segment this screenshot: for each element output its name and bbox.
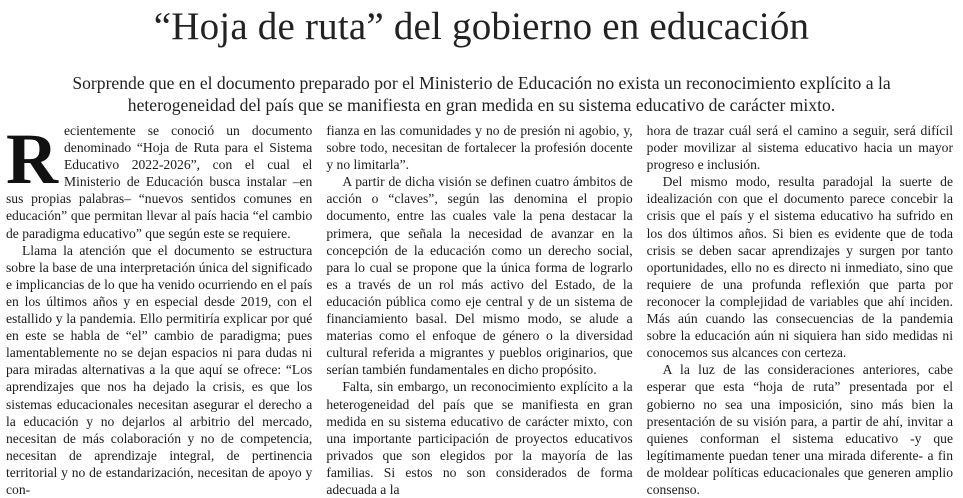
- paragraph: A partir de dicha visión se definen cuatro ámbitos de acción o “claves”, según las denomina el propio documento, entre las cuales vale la pena destacar la primera, que señala la necesidad de avanzar en la concepción de la educación como un derecho social, para lo cual se propone que la única forma de lograrlo es a través de un rol más activo del Estado, de la educación pública como eje central y de un sistema de financiamiento basal. Del mismo modo, se alude a materias como el enfoque de género o la diversidad cultural referida a migrantes y pueblos originarios, que serían también fundamentales en dicho propósito.: [326, 174, 633, 378]
- drop-cap: R: [6, 119, 58, 199]
- column-3: [647, 122, 953, 498]
- paragraph-text: ecientemente se conoció un documento denominado “Hoja de Ruta para el Sistema Educativo 2022-2026”, con el cual el Ministerio de Educación busca instalar –en sus propias palabras– “nuevos sentidos comunes en educación” que permitan llevar al país hacia “el cambio de paradigma educativo” que según este se requiere.: [6, 123, 313, 241]
- paragraph: Del mismo modo, resulta paradojal la suerte de idealización con que el documento parece concebir la crisis que el país y el sistema educativo ha sufrido en los dos últimos años. Si bien es evidente que de toda crisis se deben sacar aprendizajes y surgen por tanto oportunidades, ello no es directo ni inmediato, sino que requiere de una profunda reflexión que parta por reconocer la complejidad de variables que ahí inciden. Más aún cuando las consecuencias de la pandemia sobre la educación aún ni siquiera han sido medidas ni conocemos sus alcances con certeza.: [646, 174, 953, 361]
- paragraph: fianza en las comunidades y no de presión ni agobio, y, sobre todo, necesitan de fortalecer la profesión docente y no limitarla”.: [326, 123, 633, 173]
- paragraph: hora de trazar cuál será el camino a seguir, será difícil poder movilizar al sistema educativo hacia un mayor progreso e inclusión.: [646, 123, 953, 173]
- article-headline: “Hoja de ruta” del gobierno en educación: [153, 5, 810, 48]
- article-subhead: Sorprende que en el documento preparado por el Ministerio de Educación no exista un reconocimiento explícito a la heterogeneidad del país que se manifiesta en gran medida en su sistema educativo de carácter mixto.: [72, 73, 891, 115]
- column-2: [326, 122, 632, 498]
- paragraph: Falta, sin embargo, un reconocimiento explícito a la heterogeneidad del país que se manifiesta en gran medida en su sistema educativo de carácter mixto, con una importante participación de proyectos educativos privados que son elegidos por la mayoría de las familias. Si estos no son considerados de forma adecuada a la: [326, 379, 633, 497]
- column-1: [6, 119, 313, 498]
- paragraph: A la luz de las consideraciones anteriores, cabe esperar que esta “hoja de ruta” presentada por el gobierno no sea una imposición, sino más bien la presentación de su visión para, a partir de ahí, invitar a quienes conforman el sistema educativo -y que legítimamente puedan tener una mirada diferente- a fin de moldear políticas educacionales que generen amplio consenso.: [646, 362, 953, 497]
- paragraph: Llama la atención que el documento se estructura sobre la base de una interpretación única del significado e implicancias de lo que ha venido ocurriendo en el país en los últimos años y en especial desde 2019, con el estallido y la pandemia. Ello permitiría explicar por qué en este se habla de “el” cambio de paradigma; pues lamentablemente no se dejan espacios ni para dudas ni para miradas alternativas a la que aquí se ofrece: “Los aprendizajes que nos ha dejado la crisis, es que los sistemas educacionales necesitan asegurar el derecho a la educación y no dejarlos al arbitrio del mercado, necesitan de más colaboración y no de competencia, necesitan de aprendizaje integral, de pertinencia territorial y no de estandarización, necesitan de apoyo y con-: [6, 242, 313, 497]
- paragraph: [6, 119, 313, 242]
- article-body: [6, 119, 953, 498]
